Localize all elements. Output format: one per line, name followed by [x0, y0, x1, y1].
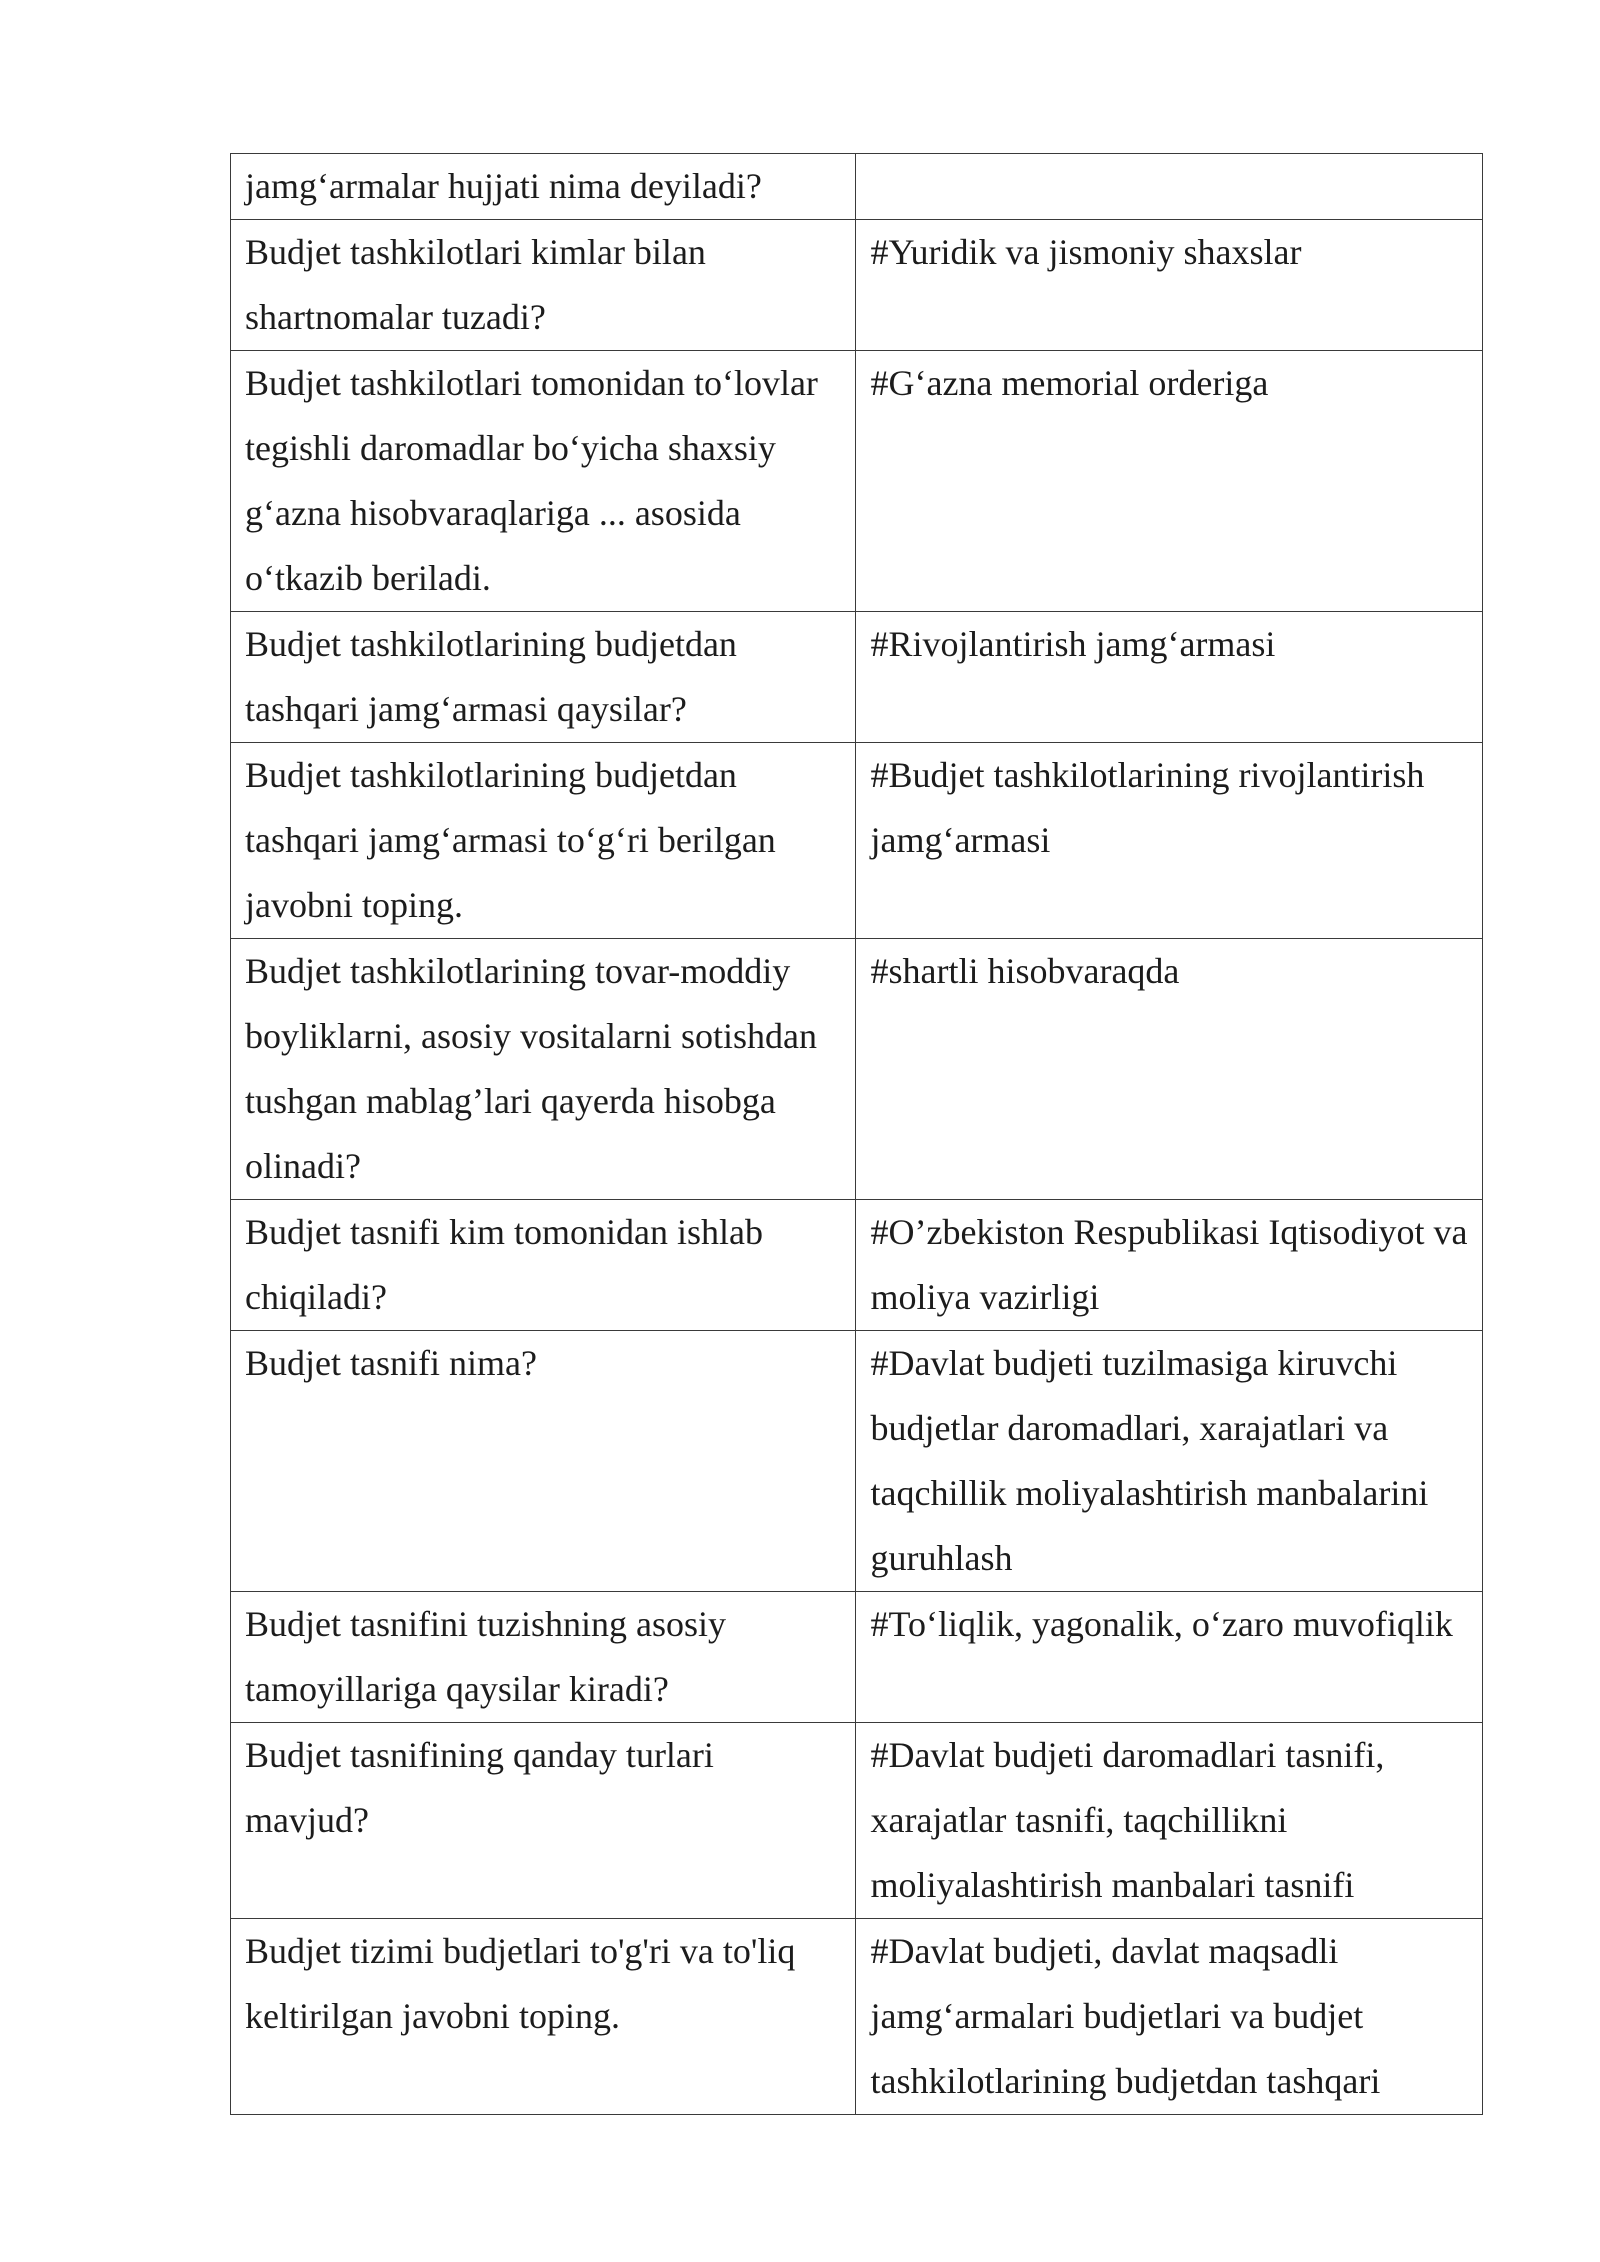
table-row [231, 1919, 1483, 2115]
answer-cell: #Davlat budjeti, davlat maqsadli jamg‘armalari budjetlari va budjet tashkilotlarining budjetdan tashqari [856, 1919, 1483, 2115]
table-row [231, 939, 1483, 1200]
qa-table [230, 153, 1483, 2115]
table-row [231, 1200, 1483, 1331]
answer-cell: #To‘liqlik, yagonalik, o‘zaro muvofiqlik [856, 1592, 1483, 1723]
answer-cell [856, 154, 1483, 220]
answer-cell: #O’zbekiston Respublikasi Iqtisodiyot va moliya vazirligi [856, 1200, 1483, 1331]
question-cell: Budjet tashkilotlari tomonidan to‘lovlar tegishli daromadlar bo‘yicha shaxsiy g‘azna hisobvaraqlariga ... asosida o‘tkazib beriladi. [231, 351, 856, 612]
answer-cell: #Davlat budjeti daromadlari tasnifi, xarajatlar tasnifi, taqchillikni moliyalashtirish manbalari tasnifi [856, 1723, 1483, 1919]
answer-cell: #G‘azna memorial orderiga [856, 351, 1483, 612]
table-row [231, 1331, 1483, 1592]
question-cell: Budjet tashkilotlari kimlar bilan shartnomalar tuzadi? [231, 220, 856, 351]
question-cell: Budjet tasnifi kim tomonidan ishlab chiqiladi? [231, 1200, 856, 1331]
table-row [231, 743, 1483, 939]
table-row [231, 612, 1483, 743]
answer-cell: #shartli hisobvaraqda [856, 939, 1483, 1200]
table-row [231, 154, 1483, 220]
table-row [231, 1723, 1483, 1919]
question-cell: Budjet tashkilotlarining budjetdan tashqari jamg‘armasi qaysilar? [231, 612, 856, 743]
question-cell: Budjet tashkilotlarining tovar-moddiy boyliklarni, asosiy vositalarni sotishdan tushgan mablag’lari qayerda hisobga olinadi? [231, 939, 856, 1200]
question-cell: jamg‘armalar hujjati nima deyiladi? [231, 154, 856, 220]
answer-cell: #Davlat budjeti tuzilmasiga kiruvchi budjetlar daromadlari, xarajatlari va taqchillik moliyalashtirish manbalarini guruhlash [856, 1331, 1483, 1592]
table-row [231, 351, 1483, 612]
table-row [231, 1592, 1483, 1723]
answer-cell: #Rivojlantirish jamg‘armasi [856, 612, 1483, 743]
answer-cell: #Budjet tashkilotlarining rivojlantirish jamg‘armasi [856, 743, 1483, 939]
table-row [231, 220, 1483, 351]
answer-cell: #Yuridik va jismoniy shaxslar [856, 220, 1483, 351]
question-cell: Budjet tizimi budjetlari to'g'ri va to'liq keltirilgan javobni toping. [231, 1919, 856, 2115]
question-cell: Budjet tasnifini tuzishning asosiy tamoyillariga qaysilar kiradi? [231, 1592, 856, 1723]
question-cell: Budjet tasnifining qanday turlari mavjud? [231, 1723, 856, 1919]
question-cell: Budjet tashkilotlarining budjetdan tashqari jamg‘armasi to‘g‘ri berilgan javobni toping. [231, 743, 856, 939]
question-cell: Budjet tasnifi nima? [231, 1331, 856, 1592]
